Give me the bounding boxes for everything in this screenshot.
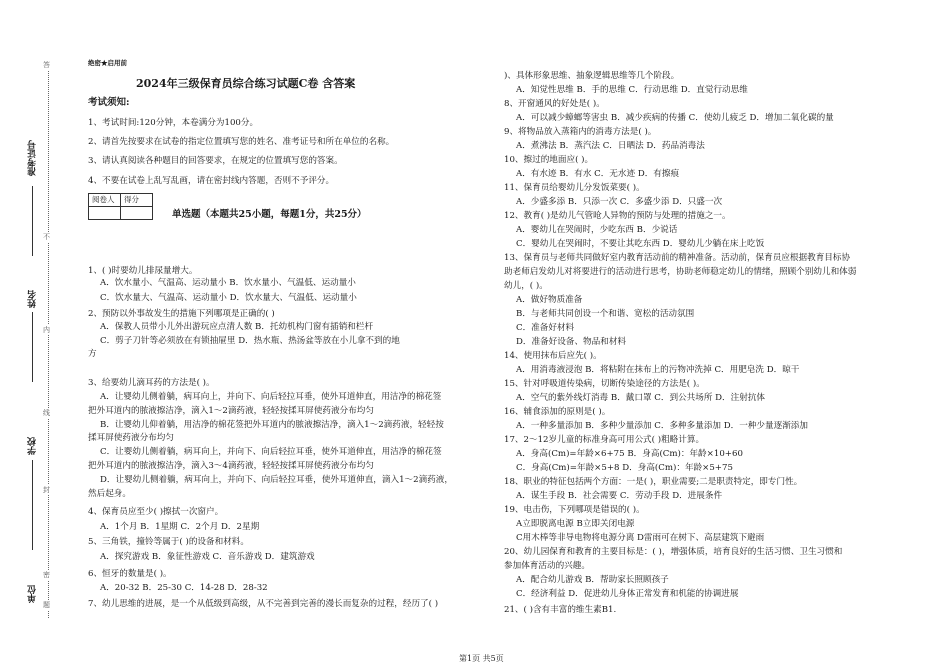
right-question-line: D．准备好设备、物品和材料	[516, 337, 627, 347]
right-question-line: A．空气的紫外线灯消毒 B．戴口罩 C．到公共场所 D．注射抗体	[516, 393, 766, 403]
right-question-line: B．与老师共同创设一个和谐、宽松的活动氛围	[516, 309, 695, 319]
right-question-line: C．经济利益 D．促进幼儿身体正常发育和机能的协调进展	[516, 589, 739, 599]
left-question-line: A．1个月 B．1星期 C．2个月 D．2星期	[100, 522, 260, 532]
right-question-line: 10、擦过的地面应( )。	[504, 155, 594, 165]
left-question-line: B．让婴幼儿仰着躺，用洁净的棉花签把外耳道内的脓液擦洁净，滴入1～2滴药液，轻轻按	[100, 420, 444, 430]
right-question-line: C．身高(Cm)=年龄×5+8 D．身高(Cm)：年龄×5+75	[516, 463, 733, 473]
right-question-line: C．婴幼儿在哭闹时，不要让其吃东西 D．婴幼儿少躺在床上吃饭	[516, 239, 765, 249]
right-question-line: 11、保育员给婴幼儿分发饭菜要( )。	[504, 183, 645, 193]
right-question-line: A．少盛多添 B．只添一次 C．多盛少添 D．只盛一次	[516, 197, 723, 207]
school-underline[interactable]	[32, 460, 33, 550]
left-question-line: 把外耳道内的脓液擦洁净，滴入1～2滴药液，轻轻按揉耳屏使药液分布均匀	[88, 406, 374, 416]
left-question-line: 5、三角铁，撞铃等属于( )的设备和材料。	[88, 537, 249, 547]
left-question-line: 把外耳道内的脓液擦洁净，滴入3～4滴药液，轻轻按揉耳屏使药液分布均匀	[88, 461, 374, 471]
exam-id-underline[interactable]	[32, 186, 33, 256]
right-question-line: 17、2～12岁儿童的标准身高可用公式( )粗略计算。	[504, 435, 705, 445]
page-number: 第1页 共5页	[459, 654, 504, 663]
notice-item: 1、考试时间:120分钟，本卷满分为100分。	[88, 118, 259, 128]
right-question-line: 14、使用抹布后应先( )。	[504, 351, 602, 361]
left-question-line: 4、保育员应至少( )擦拭一次窗户。	[88, 507, 224, 517]
page-title: 2024年三级保育员综合练习试题C卷 含答案	[136, 77, 356, 90]
right-question-line: 18、职业的特征包括两个方面：一是( )，职业需要;二是职责特定，即专门性。	[504, 477, 803, 487]
unit-label: 单位	[28, 585, 38, 603]
score-box-reviewer: 阅卷人	[89, 194, 121, 207]
left-question-line: A．保教人员带小儿外出游玩应点清人数 B．托幼机构门窗有插销和栏杆	[100, 322, 374, 332]
left-question-line: C．剪子刀针等必须放在有锁抽屉里 D．热水瓶、热汤盆等放在小儿拿不到的地	[100, 336, 400, 346]
right-question-line: 9、将物品放入蒸箱内的消毒方法是( )。	[504, 127, 657, 137]
right-question-line: 幼儿，( )。	[504, 281, 548, 291]
section-title: 单选题（本题共25小题，每题1分，共25分）	[172, 209, 367, 220]
right-question-line: A．配合幼儿游戏 B．帮助家长照顾孩子	[516, 575, 669, 585]
right-question-line: 15、针对呼吸道传染病，切断传染途径的方法是( )。	[504, 379, 705, 389]
score-box-score-cell[interactable]	[121, 207, 153, 220]
left-question-line: 3、给要幼儿滴耳药的方法是( )。	[88, 378, 215, 388]
name-label: 姓名	[28, 290, 38, 308]
notice-heading: 考试须知:	[88, 97, 130, 108]
right-question-line: A．可以减少蟑螂等害虫 B．减少疾病的传播 C．使幼儿疲乏 D．增加二氧化碳的量	[516, 113, 834, 123]
left-question-line: C．饮水量大、气温高、运动量小 D．饮水量大、气温低、运动量小	[100, 293, 357, 303]
left-question-line: 6、恒牙的数量是( )。	[88, 569, 172, 579]
left-question-line: 1、( )时要幼儿排尿量增大。	[88, 266, 198, 276]
right-question-line: A立即脱离电源 B立即关闭电源	[516, 519, 635, 529]
margin-char: 密	[43, 571, 50, 579]
left-question-line: A．20-32 B．25-30 C．14-28 D．28-32	[100, 583, 268, 593]
margin-char: 封	[43, 486, 50, 494]
left-question-line: 7、幼儿思维的进展，是一个从低级到高级，从不完善到完善的漫长而复杂的过程，经历了( )	[88, 599, 439, 609]
right-question-line: C．准备好材料	[516, 323, 575, 333]
right-question-line: A．用消毒液浸泡 B．将粘附在抹布上的污物冲洗掉 C．用肥皂洗 D．晾干	[516, 365, 800, 375]
binding-margin	[0, 0, 68, 671]
score-box-score: 得分	[121, 194, 153, 207]
margin-char: 线	[43, 409, 50, 417]
right-question-line: A．谋生手段 B．社会需要 C．劳动手段 D．进展条件	[516, 491, 723, 501]
right-question-line: 21、( )含有丰富的维生素B1.	[504, 605, 617, 615]
right-question-line: 19、电击伤，下列哪项是错误的( )。	[504, 505, 645, 515]
left-question-line: C．让婴幼儿侧着躺，病耳向上，并向下、向后轻拉耳垂，使外耳道伸直，用洁净的棉花签	[100, 447, 442, 457]
right-question-line: A．婴幼儿在哭闹时，少吃东西 B．少说话	[516, 225, 678, 235]
right-question-line: )、具体形象思维、抽象逻辑思维等几个阶段。	[504, 71, 680, 81]
left-question-line: A．饮水量小、气温高、运动量小 B．饮水量小、气温低、运动量小	[100, 278, 356, 288]
left-question-line: 2、预防以外事故发生的措施下列哪项是正确的( )	[88, 309, 275, 319]
left-question-line: 然后起身。	[88, 489, 131, 499]
left-question-line: 方	[88, 349, 97, 359]
right-question-line: A．有水迹 B．有水 C．无水迹 D．有擦痕	[516, 169, 680, 179]
margin-char: 答	[43, 61, 50, 69]
right-question-line: A．煮沸法 B．蒸汽法 C．日晒法 D．药品消毒法	[516, 141, 705, 151]
secret-label: 绝密★启用前	[88, 59, 127, 67]
right-question-line: 12、教育( )是幼儿气管呛人异物的预防与处理的措施之一。	[504, 211, 731, 221]
name-underline[interactable]	[32, 312, 33, 382]
left-question-line: D．让婴幼儿侧着躺，病耳向上，并向下、向后轻拉耳垂，使外耳道伸直，滴入1～2滴药液，	[100, 475, 453, 485]
right-question-line: 13、保育员与老师共同做好室内教育活动前的精神准备。活动前，保育员应根据教育目标协	[504, 253, 851, 263]
margin-char: 内	[43, 326, 50, 334]
right-question-line: A．知觉性思维 B．手的思维 C．行动思维 D．直觉行动思维	[516, 85, 748, 95]
right-question-line: 参加体育活动的兴趣。	[504, 561, 590, 571]
notice-item: 2、请首先按要求在试卷的指定位置填写您的姓名、准考证号和所在单位的名称。	[88, 137, 395, 147]
right-question-line: A．一种多量添加 B．多种少量添加 C．多种多量添加 D．一种少量逐渐添加	[516, 421, 808, 431]
left-question-line: A．探究游戏 B．象征性游戏 C．音乐游戏 D．建筑游戏	[100, 552, 315, 562]
margin-char: 题	[43, 601, 50, 609]
right-question-line: 16、辅食添加的原则是( )。	[504, 407, 611, 417]
right-question-line: 8、开窗通风的好处是( )。	[504, 99, 605, 109]
margin-char: 不	[43, 233, 50, 241]
school-label: 学校	[28, 437, 38, 455]
right-question-line: 20、幼儿园保育和教育的主要目标是：( )，增强体质，培育良好的生活习惯、卫生习惯和	[504, 547, 843, 557]
left-question-line: 揉耳屏使药液分布均匀	[88, 433, 174, 443]
score-box	[88, 193, 153, 220]
seal-line	[48, 60, 49, 618]
left-question-line: A．让婴幼儿侧着躺，病耳向上，并向下、向后轻拉耳垂，使外耳道伸直，用洁净的棉花签	[100, 392, 442, 402]
score-box-reviewer-cell[interactable]	[89, 207, 121, 220]
exam-id-label: 准考证号	[28, 140, 38, 176]
right-question-line: A．做好物质准备	[516, 295, 583, 305]
right-question-line: A．身高(Cm)=年龄×6+75 B．身高(Cm)：年龄×10+60	[516, 449, 743, 459]
notice-item: 3、请认真阅读各种题目的回答要求，在规定的位置填写您的答案。	[88, 156, 343, 166]
right-question-line: 助老师启发幼儿对将要进行的活动进行思考，协助老师稳定幼儿的情绪，照顾个别幼儿和体弱	[504, 267, 857, 277]
right-question-line: C用木棒等非导电物将电源分离 D雷雨可在树下、高层建筑下避雨	[516, 533, 765, 543]
notice-item: 4、不要在试卷上乱写乱画，请在密封线内答题，否则不予评分。	[88, 176, 335, 186]
